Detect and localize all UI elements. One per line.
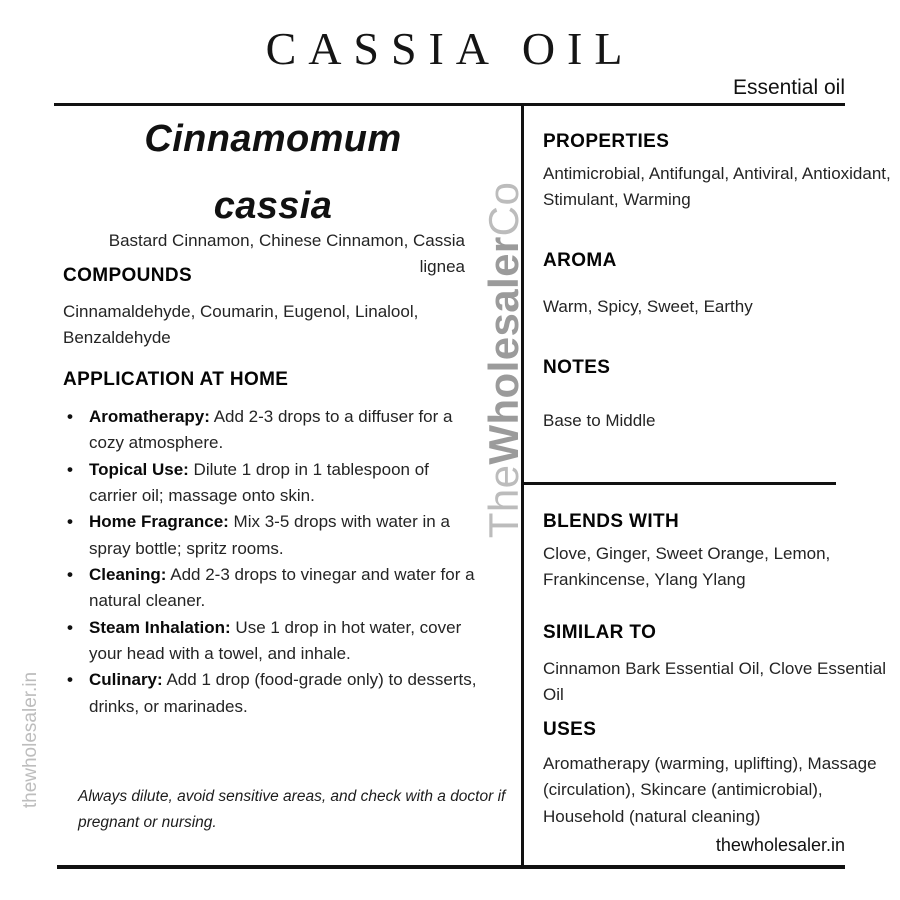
notes-text: Base to Middle [543,411,656,430]
bullet-text: Mix 3-5 drops with water in a spray bottle; spritz rooms. [89,512,450,558]
aroma-text: Warm, Spicy, Sweet, Earthy [543,297,753,316]
bottom-divider [57,865,845,869]
page-title: CASSIA OIL [265,23,635,74]
bullet-text: Dilute 1 drop in 1 tablespoon of carrier oil; massage onto skin. [89,459,429,506]
application-list [63,404,481,720]
right-column-divider [521,482,836,485]
brand-watermark-co: Co [480,181,527,237]
safety-disclaimer: Always dilute, avoid sensitive areas, and check with a doctor if pregnant or nursing. [78,788,506,831]
aroma-heading: AROMA [543,250,617,271]
list-item [63,562,481,615]
list-item [63,615,481,668]
bullet-label: Topical Use: [89,459,189,479]
vertical-divider [521,106,524,868]
bullet-text: Add 2-3 drops to a diffuser for a cozy atmosphere. [89,407,453,453]
compounds-heading: COMPOUNDS [63,265,193,286]
brand-watermark-the: The [480,464,527,539]
bullet-label: Steam Inhalation: [89,617,231,637]
list-item [63,667,481,720]
brand-watermark [480,145,527,575]
list-item [63,509,481,562]
notes-heading: NOTES [543,357,611,378]
bullet-text: Add 1 drop (food-grade only) to desserts, drinks, or marinades. [89,670,477,716]
side-watermark: thewholesaler.in [20,671,41,809]
list-item [63,457,481,510]
botanical-name-line2: cassia [213,185,333,227]
bullet-label: Aromatherapy: [89,407,210,426]
top-divider [54,103,845,106]
bullet-label: Cleaning: [89,565,167,585]
similar-to-text: Cinnamon Bark Essential Oil, Clove Essential Oil [543,659,886,705]
compounds-text: Cinnamaldehyde, Coumarin, Eugenol, Linalool, Benzaldehyde [63,302,419,348]
properties-text: Antimicrobial, Antifungal, Antiviral, Antioxidant, Stimulant, Warming [543,164,891,210]
bullet-label: Culinary: [89,670,163,690]
uses-text: Aromatherapy (warming, uplifting), Massage (circulation), Skincare (antimicrobial), Household (natural cleaning) [543,754,877,826]
botanical-name-line1: Cinnamomum [144,118,402,160]
application-heading: APPLICATION AT HOME [63,369,289,390]
bullet-text: Add 2-3 drops to vinegar and water for a natural cleaner. [89,565,475,611]
similar-to-heading: SIMILAR TO [543,622,657,643]
bullet-text: Use 1 drop in hot water, cover your head with a towel, and inhale. [89,617,462,664]
bullet-label: Home Fragrance: [89,512,229,532]
website-link: thewholesaler.in [715,835,845,855]
category-label: Essential oil [732,76,845,99]
blends-with-heading: BLENDS WITH [543,511,680,532]
blends-with-text: Clove, Ginger, Sweet Orange, Lemon, Frankincense, Ylang Ylang [543,544,831,590]
uses-heading: USES [543,719,597,740]
brand-watermark-wholesaler: Wholesaler [480,236,527,465]
common-names: Bastard Cinnamon, Chinese Cinnamon, Cassia lignea [108,231,465,277]
list-item [63,404,481,457]
properties-heading: PROPERTIES [543,131,670,152]
